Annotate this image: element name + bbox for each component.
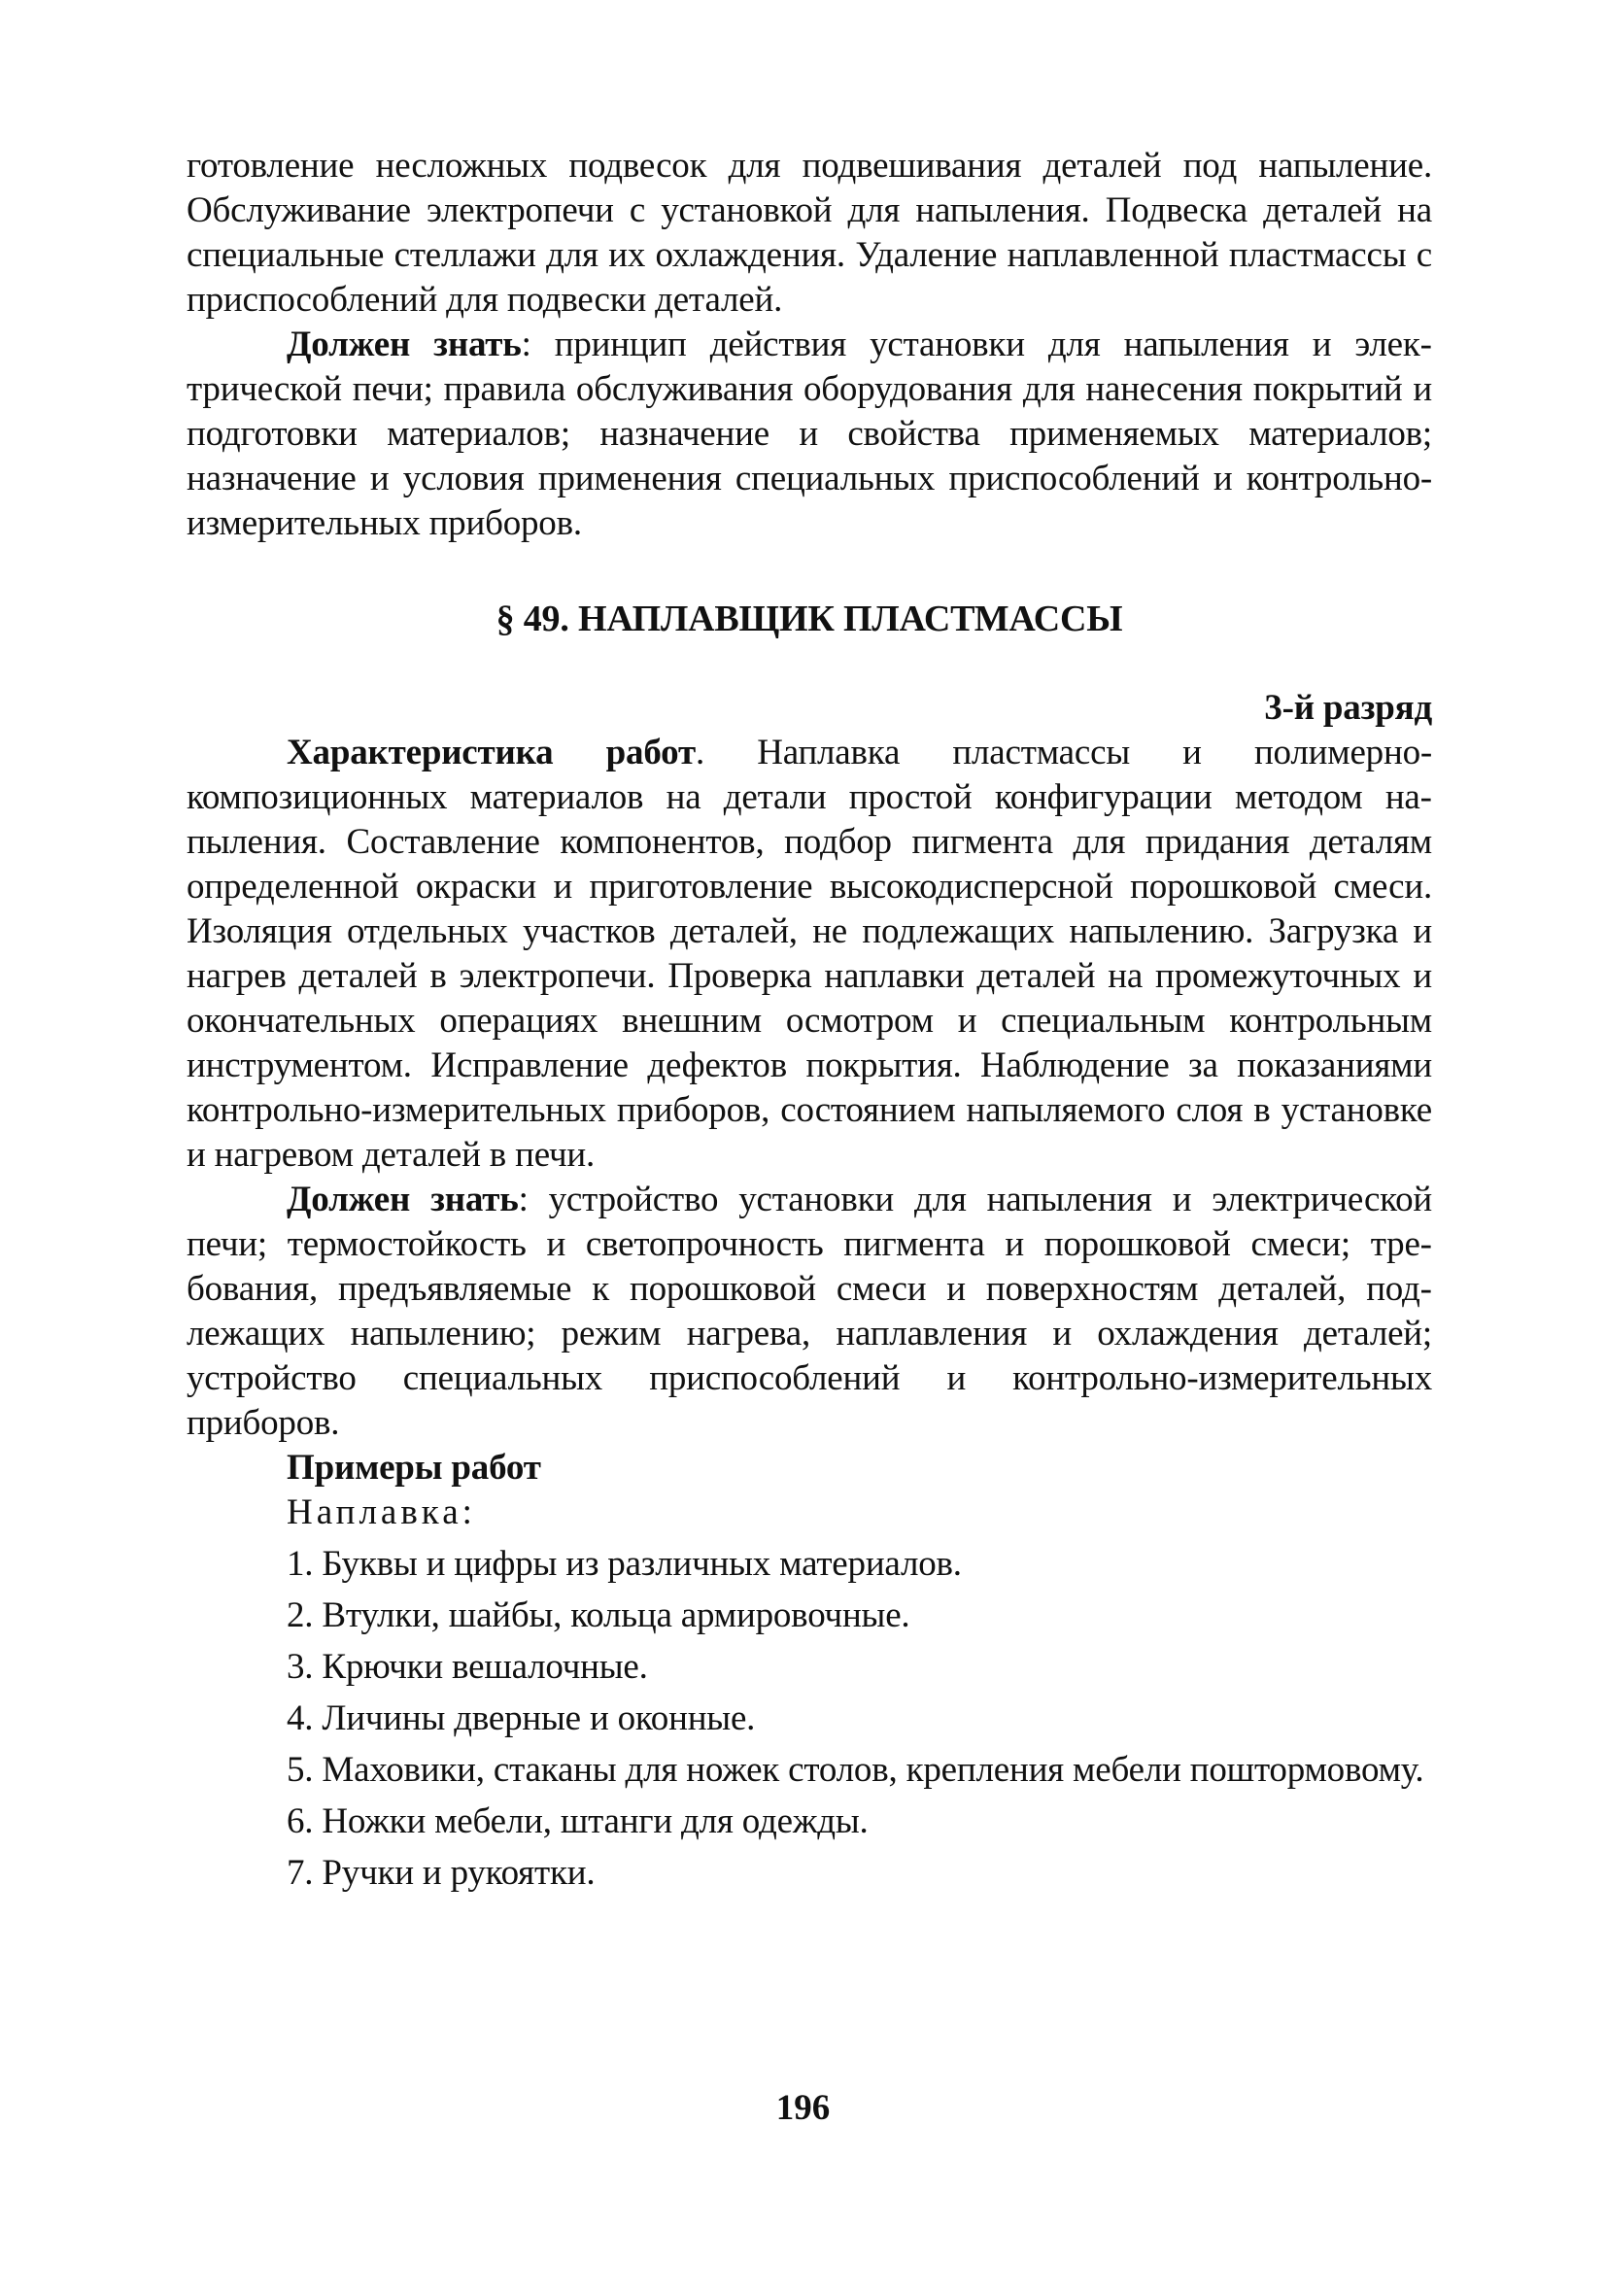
examples-subtitle: Наплавка: [287,1492,476,1532]
knowledge-text: : устройство установки для напыления и электрической печи; термостойкость и светопрочность пигмента и порошковой смеси; требования, предъявляемые к порошковой смеси и поверхностям деталей, подлежащих напылению; режим нагрева, наплавления и охлаждения деталей; устройство специальных приспособлений и контрольно-измерительных приборов. [187,1180,1432,1443]
characteristics-paragraph [187,731,1432,1178]
knowledge-paragraph [187,1178,1432,1446]
example-item: 5. Маховики, стаканы для ножек столов, крепления мебели поштормовому. [287,1750,1424,1790]
example-item: 2. Втулки, шайбы, кольца армировочные. [287,1595,910,1635]
body-text [187,144,1432,1896]
prev-knowledge-paragraph [187,323,1432,546]
grade-label: 3-й разряд [1264,688,1432,728]
continuation-paragraph: готовление несложных подвесок для подвешивания деталей под напыление. Обслуживание электропечи с установкой для напыления. Подвеска деталей на специальные стеллажи для их охлаждения. Удаление наплавленной пластмассы с приспособлений для подвески деталей. [187,146,1432,320]
example-item: 7. Ручки и рукоятки. [287,1853,596,1893]
example-item: 4. Личины дверные и оконные. [287,1698,756,1738]
knowledge-label: Должен знать [287,1180,519,1219]
examples-title: Примеры работ [287,1448,541,1488]
example-item: 6. Ножки мебели, штанги для одежды. [287,1801,869,1841]
characteristics-text: . Наплавка пластмассы и полимерно-композиционных материалов на детали простой конфигурации методом напыления. Составление компонентов, подбор пигмента для придания деталям определенной окраски и приготовление высокодисперсной порошковой смеси. Изоляция отдельных участков деталей, не подлежащих напылению. Загрузка и нагрев деталей в электропечи. Проверка наплавки деталей на промежуточных и окончательных операциях внешним осмотром и специальным контрольным инструментом. Исправление дефектов покрытия. Наблюдение за показаниями контрольно-измерительных приборов, состоянием напыляемого слоя в установке и нагревом деталей в печи. [187,733,1432,1175]
example-item: 1. Буквы и цифры из различных материалов. [287,1544,962,1584]
page-number: 196 [775,2088,831,2128]
prev-knowledge-text: : принцип действия установки для напыления и электрической печи; правила обслуживания оборудования для нанесения покрытий и подготовки материалов; назначение и свойства применяемых материалов; назначение и условия применения специальных приспособлений и контрольно-измерительных приборов. [187,325,1432,543]
prev-knowledge-label: Должен знать [287,325,522,364]
section-title: § 49. НАПЛАВЩИК ПЛАСТМАССЫ [495,599,1123,639]
example-item: 3. Крючки вешалочные. [287,1647,648,1687]
characteristics-label: Характеристика работ [287,733,696,772]
